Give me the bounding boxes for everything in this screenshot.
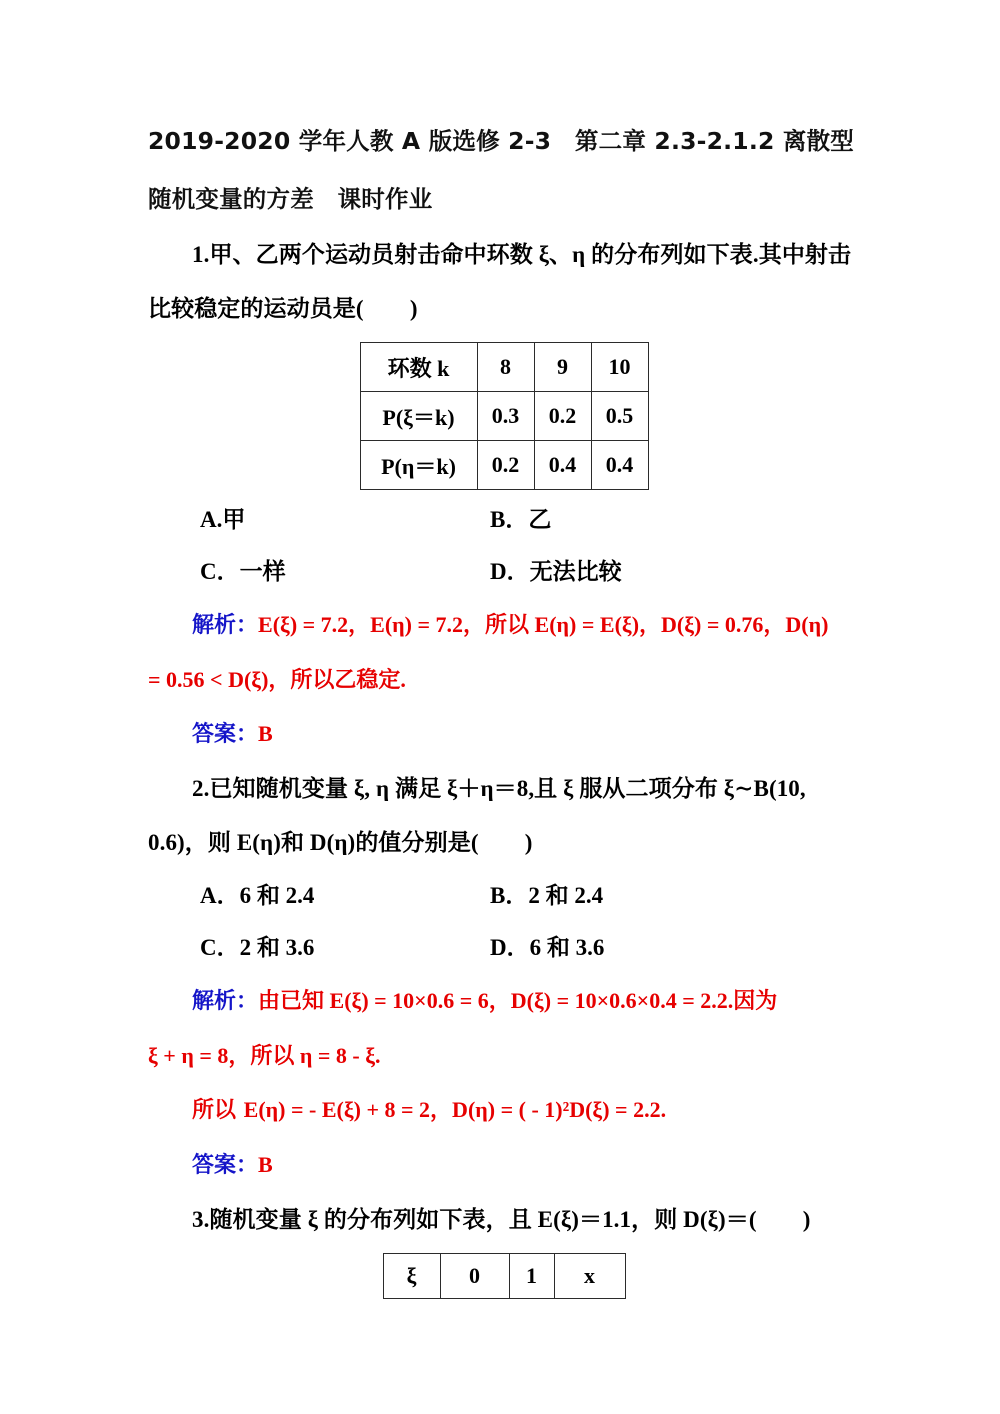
question-3-table-wrap — [148, 1253, 860, 1299]
table-row — [360, 441, 648, 490]
question-3-stem-line-1: 3.随机变量 ξ 的分布列如下表，且 E(ξ)＝1.1，则 D(ξ)＝( ) — [192, 1207, 811, 1232]
cell-row1-label: P(ξ＝k) — [360, 392, 477, 441]
question-2-options — [148, 870, 860, 974]
cell-row1-col1: 0.2 — [534, 392, 591, 441]
option-1-a[interactable]: A.甲 — [200, 507, 246, 532]
cell-row0-label: 环数 k — [360, 343, 477, 392]
option-2-d[interactable]: D．6 和 3.6 — [490, 935, 605, 960]
question-2-solution-line-3 — [148, 1083, 860, 1138]
cell-row2-col1: 0.4 — [534, 441, 591, 490]
cell-value-0: 0 — [440, 1254, 509, 1299]
option-1-b[interactable]: B．乙 — [490, 507, 552, 532]
solution-text-1: 由已知 E(ξ) = 10×0.6 = 6，D(ξ) = 10×0.6×0.4 = 2.2.因为 — [258, 988, 778, 1013]
question-2-solution-line-1 — [148, 974, 860, 1029]
question-1-stem-line-2: 比较稳定的运动员是( ) — [148, 296, 418, 321]
distribution-table-3 — [383, 1253, 626, 1299]
distribution-table-1 — [360, 342, 649, 490]
cell-value-1: 1 — [509, 1254, 554, 1299]
cell-row1-col0: 0.3 — [477, 392, 534, 441]
cell-row0-col2: 10 — [591, 343, 648, 392]
cell-row0-col0: 8 — [477, 343, 534, 392]
answer-label: 答案： — [192, 722, 259, 747]
question-2-answer — [148, 1138, 860, 1193]
solution-text-3: E(η) = - E(ξ) + 8 = 2，D(η) = ( - 1)²D(ξ) = 2.2. — [243, 1097, 667, 1122]
cell-row1-col2: 0.5 — [591, 392, 648, 441]
answer-label: 答案： — [192, 1153, 259, 1178]
page-title: 2019-2020 学年人教 A 版选修 2-3 第二章 2.3-2.1.2 离散型随机变量的方差 课时作业 — [148, 127, 854, 213]
option-row — [148, 870, 860, 922]
cell-row2-col0: 0.2 — [477, 441, 534, 490]
question-1-stem-line-1: 1.甲、乙两个运动员射击命中环数 ξ、η 的分布列如下表.其中射击 — [192, 242, 852, 267]
question-2-stem-line-2: 0.6)，则 E(η)和 D(η)的值分别是( ) — [148, 830, 533, 855]
solution-connector: 所以 — [192, 1098, 244, 1123]
solution-label: 解析： — [192, 989, 259, 1014]
option-2-c[interactable]: C．2 和 3.6 — [200, 935, 315, 960]
page-content — [148, 112, 860, 1299]
question-2-solution-line-2: ξ + η = 8，所以 η = 8 - ξ. — [148, 1043, 381, 1068]
option-row — [148, 494, 860, 546]
cell-value-x: x — [554, 1254, 625, 1299]
question-1-options — [148, 494, 860, 598]
table-row — [360, 343, 648, 392]
question-1-table-wrap — [148, 336, 860, 494]
question-1-solution-line-2: = 0.56 < D(ξ)，所以乙稳定. — [148, 667, 406, 692]
solution-text-1: E(ξ) = 7.2，E(η) = 7.2，所以 E(η) = E(ξ)，D(ξ) = 0.76，D(η) — [258, 612, 829, 637]
question-1-solution-line-1 — [148, 598, 860, 653]
option-row — [148, 546, 860, 598]
option-2-a[interactable]: A．6 和 2.4 — [200, 883, 315, 908]
question-1-answer — [148, 707, 860, 762]
answer-value: B — [258, 721, 273, 746]
cell-variable: ξ — [383, 1254, 440, 1299]
cell-row2-col2: 0.4 — [591, 441, 648, 490]
option-2-b[interactable]: B．2 和 2.4 — [490, 883, 604, 908]
cell-row2-label: P(η＝k) — [360, 441, 477, 490]
option-1-c[interactable]: C．一样 — [200, 559, 286, 584]
question-2-stem-line-1: 2.已知随机变量 ξ, η 满足 ξ＋η＝8,且 ξ 服从二项分布 ξ∼B(10, — [192, 776, 806, 801]
answer-value: B — [258, 1152, 273, 1177]
table-row — [383, 1254, 625, 1299]
option-row — [148, 922, 860, 974]
table-row — [360, 392, 648, 441]
cell-row0-col1: 9 — [534, 343, 591, 392]
option-1-d[interactable]: D．无法比较 — [490, 559, 622, 584]
solution-label: 解析： — [192, 613, 259, 638]
